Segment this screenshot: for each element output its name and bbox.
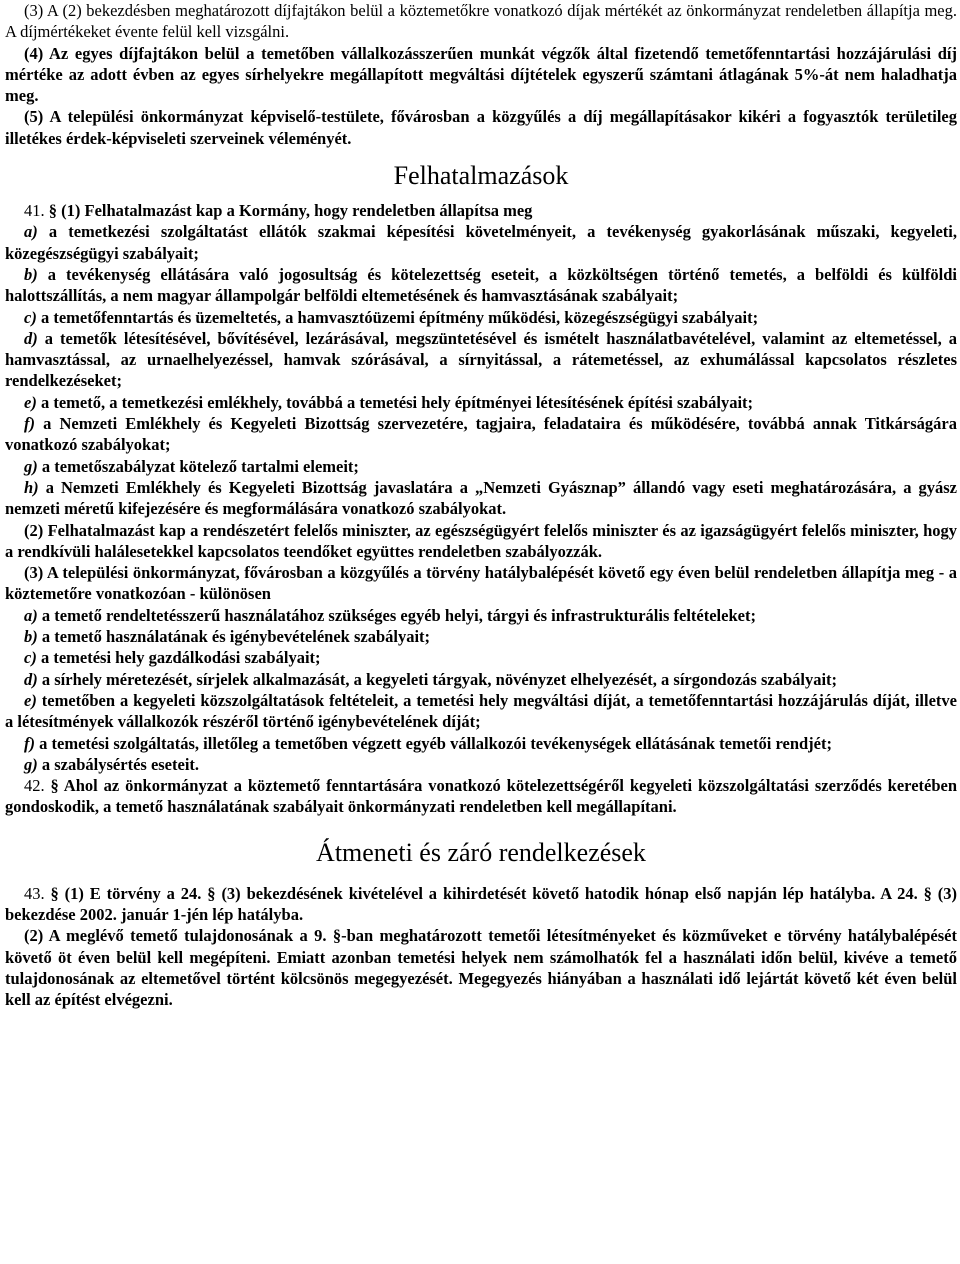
section-41-list-1 (5, 221, 957, 519)
section-41-paragraph-1 (5, 200, 957, 221)
section-number-42: 42. (24, 776, 51, 796)
item-text: a temető, a temetkezési emlékhely, továbbá a temetési hely építményei létesítésének építési szabályait; (36, 392, 754, 412)
item-text: a temetők létesítésével, bővítésével, lezárásával, megszüntetésével és ismételt használatbavételével, valamint az eltemetéssel, a hamvasztással, az urnaelhelyezéssel, hamvak szórásával, a sírnyitással, a rátemetéssel, az exhumálással kapcsolatos részletes rendelkezéseket; (5, 328, 957, 391)
item-letter: b) (24, 627, 38, 647)
section-43-paragraph-1 (5, 883, 957, 926)
item-letter: d) (24, 328, 38, 348)
list-item (5, 647, 957, 668)
item-letter: b) (24, 264, 38, 284)
item-letter: h) (24, 477, 39, 497)
item-text: a temetési szolgáltatás, illetőleg a temetőben végzett egyéb vállalkozói tevékenységek ellátásának temetői rendjét; (35, 733, 832, 753)
section-number-43: 43. (24, 883, 51, 903)
section-43-text: § (1) E törvény a 24. § (3) bekezdésének kivételével a kihirdetését követő hatodik hónap első napján lép hatályba. A 24. § (3) bekezdése 2002. január 1-jén lép hatályba. (5, 883, 957, 924)
list-item (5, 392, 957, 413)
item-letter: f) (24, 733, 35, 753)
list-item (5, 456, 957, 477)
item-text: a temető rendeltetésszerű használatához szükséges egyéb helyi, tárgyi és infrastrukturális feltételeket; (37, 605, 756, 625)
item-letter: d) (24, 669, 38, 689)
item-text: a szabálysértés eseteit. (37, 754, 200, 774)
list-item (5, 626, 957, 647)
item-letter: a) (24, 222, 38, 242)
item-letter: g) (24, 754, 38, 774)
item-letter: g) (24, 456, 38, 476)
item-letter: c) (24, 648, 37, 668)
list-item (5, 328, 957, 392)
section-41-paragraph-3: (3) A települési önkormányzat, fővárosban a közgyűlés a törvény hatálybalépését követő egy éven belül rendeletben állapítja meg - a köztemetőre vonatkozóan - különösen (5, 563, 957, 604)
document-page (5, 0, 957, 1010)
list-item (5, 307, 957, 328)
section-42-paragraph (5, 775, 957, 818)
list-item (5, 690, 957, 733)
section-heading-felhatalmazasok: Felhatalmazások (393, 161, 569, 191)
item-text: a Nemzeti Emlékhely és Kegyeleti Bizottság szervezetére, tagjaira, feladataira és működésére, továbbá annak Titkárságára vonatkozó szabályokat; (5, 414, 957, 455)
item-text: a sírhely méretezését, sírjelek alkalmazását, a kegyeleti tárgyak, növényzet elhelyezését, a sírgondozás szabályait; (37, 669, 838, 689)
section-41-paragraph-2: (2) Felhatalmazást kap a rendészetért felelős miniszter, az egészségügyért felelős miniszter és az igazságügyért felelős miniszter, hogy a rendkívüli halálesetekkel kapcsolatos teendőket együttes rendeletben szabályozzák. (5, 520, 957, 561)
section-number-41: 41. (24, 201, 49, 221)
section-41-lead: § (1) Felhatalmazást kap a Kormány, hogy rendeletben állapítsa meg (48, 201, 533, 221)
list-item (5, 413, 957, 456)
item-letter: c) (24, 307, 37, 327)
paragraph-3: (3) A (2) bekezdésben meghatározott díjfajtákon belül a köztemetőkre vonatkozó díjak mértékét az önkormányzat rendeletben állapítja meg. A díjmértékeket évente felül kell vizsgálni. (5, 1, 957, 42)
item-letter: a) (24, 605, 38, 625)
item-text: a temetőfenntartás és üzemeltetés, a hamvasztóüzemi építmény működési, közegészségügyi szabályait; (36, 307, 759, 327)
paragraph-5: (5) A települési önkormányzat képviselő-testülete, fővárosban a közgyűlés a díj megállapításakor kikéri a fogyasztók területileg illetékes érdek-képviseleti szerveinek véleményét. (5, 107, 957, 148)
item-text: a temetőszabályzat kötelező tartalmi elemeit; (37, 456, 359, 476)
section-41-list-3 (5, 605, 957, 775)
list-item (5, 221, 957, 264)
item-text: a temető használatának és igénybevételének szabályait; (37, 627, 431, 647)
item-text: temetőben a kegyeleti közszolgáltatások feltételeit, a temetési hely megváltási díját, a temetőfenntartási hozzájárulás díját, illetve a létesítmények vállalkozók részéről történő igénybevételének díját; (5, 690, 957, 732)
section-43-paragraph-2: (2) A meglévő temető tulajdonosának a 9. §-ban meghatározott temetői létesítményeket és közműveket e törvény hatálybalépését követő öt éven belül kell megépíteni. Emiatt azonban temetési helyek nem számolhatók fel a használati időn belül, kivéve a temető tulajdonosának az eltemetővel történt kölcsönös megegyezését. Megegyezés hiányában a használati idő lejártát követő két éven belül kell az építést elvégezni. (5, 926, 957, 1010)
list-item (5, 733, 957, 754)
list-item (5, 605, 957, 626)
item-letter: e) (24, 690, 37, 710)
list-item (5, 264, 957, 307)
section-heading-atmeneti: Átmeneti és záró rendelkezések (316, 837, 646, 867)
item-letter: e) (24, 392, 37, 412)
paragraph-4: (4) Az egyes díjfajtákon belül a temetőben vállalkozásszerűen munkát végzők által fizetendő temetőfenntartási hozzájárulási díj mértéke az adott évben az egyes sírhelyekre megállapított megváltási díjtételek egyszerű számtani átlagának 5%-át nem haladhatja meg. (5, 43, 957, 106)
list-item (5, 477, 957, 520)
section-42-text: § Ahol az önkormányzat a köztemető fenntartására vonatkozó kötelezettségéről kegyeleti közszolgáltatási szerződés keretében gondoskodik, a temető használatának szabályait önkormányzati rendeletben kell megállapítani. (5, 776, 958, 817)
item-text: a tevékenység ellátására való jogosultság és kötelezettség eseteit, a közköltségen történő temetés, a belföldi és külföldi halottszállítás, a nem magyar állampolgár belföldi eltemetésének és hamvasztásának szabályait; (5, 264, 957, 306)
item-letter: f) (24, 414, 35, 434)
item-text: a Nemzeti Emlékhely és Kegyeleti Bizottság javaslatára a „Nemzeti Gyásznap” állandó vagy eseti meghatározására, a gyász nemzeti méretű kifejezésére és megformálására vonatkozó szabályokat. (5, 477, 957, 519)
list-item (5, 669, 957, 690)
item-text: a temetési hely gazdálkodási szabályait; (36, 648, 321, 668)
item-text: a temetkezési szolgáltatást ellátók szakmai képesítési követelményeit, a tevékenység gyakorlásának műszaki, kegyeleti, közegészségügyi szabályait; (5, 222, 957, 263)
list-item (5, 754, 957, 775)
